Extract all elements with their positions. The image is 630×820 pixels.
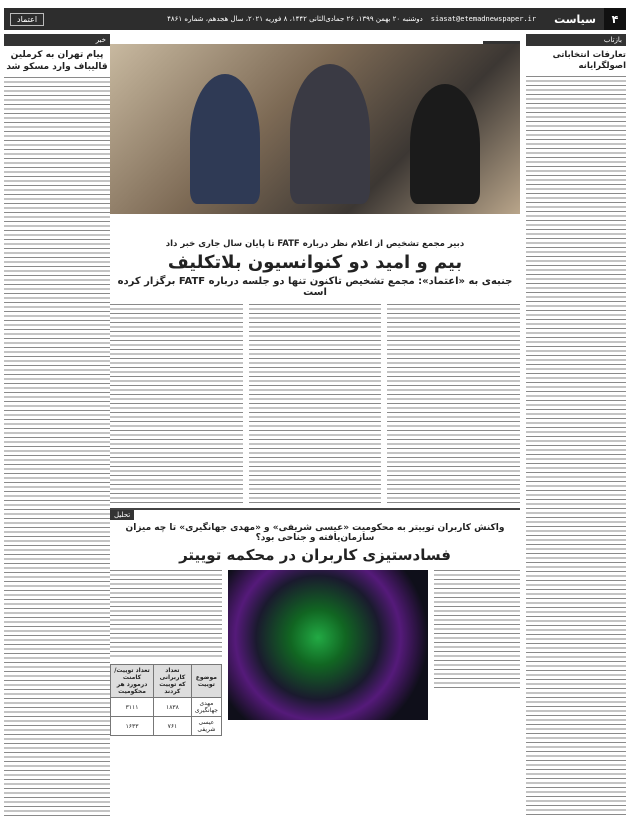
analysis-kicker: واکنش کاربران توییتر به محکومیت «عیسی شریفی» و «مهدی جهانگیری» تا چه میزان سازمان‌یافته و جناحی بود؟	[125, 523, 505, 543]
tweet-stats-table	[110, 664, 222, 736]
analysis-right	[110, 570, 222, 736]
right-column	[526, 34, 626, 816]
section-title: سیاست	[554, 12, 596, 26]
text-column	[387, 304, 520, 504]
main-column	[110, 34, 520, 816]
table-header: تعداد توییت/کامنت درمورد هر محکومیت	[111, 665, 154, 698]
analysis-rule	[110, 508, 520, 520]
lead-subhead: جنبه‌ی به «اعتماد»: مجمع تشخیص تاکنون تنها دو جلسه درباره FATF برگزار کرده است	[117, 276, 513, 298]
left-kicker: خبر	[4, 34, 110, 46]
text-column	[249, 304, 382, 504]
table-header: موضوع توییت	[191, 665, 221, 698]
analysis-headline: فسادستیزی کاربران در محکمه توییتر	[179, 546, 451, 564]
right-headline: تعارفات انتخاباتی اصولگرایانه	[552, 50, 626, 72]
header-bar	[4, 8, 626, 30]
left-headline: پیام تهران به کرملین قالیباف وارد مسکو شد	[6, 50, 108, 72]
issue-date: دوشنبه ۲۰ بهمن ۱۳۹۹، ۲۶ جمادی‌الثانی ۱۴۴۲، ۸ فوریه ۲۰۲۱، سال هجدهم، شماره ۴۸۶۱	[167, 15, 423, 23]
network-visualization	[228, 570, 428, 720]
text-column	[110, 570, 222, 660]
left-column	[4, 34, 110, 816]
newspaper-logo: اعتماد	[10, 13, 44, 26]
text-column	[434, 570, 520, 690]
table-row: مهدی جهانگیری ۱۸۳۸ ۳۱۱۱	[111, 698, 222, 717]
analysis-tag: تحلیل	[110, 510, 134, 520]
lead-headline: بیم و امید دو کنوانسیون بلاتکلیف	[167, 252, 463, 273]
table-row: عیسی شریفی ۷۶۱ ۱۶۳۳	[111, 717, 222, 736]
lead-photo	[110, 44, 520, 214]
story-kicker: دبیر مجمع تشخیص از اعلام نظر درباره FATF تا پایان سال جاری خبر داد	[165, 239, 465, 249]
analysis-body	[110, 570, 520, 736]
section-email: siasat@etemadnewspaper.ir	[430, 15, 537, 23]
table-header: تعداد کاربرانی که توییت کردند	[154, 665, 192, 698]
text-column	[110, 304, 243, 504]
person-figure	[410, 84, 480, 204]
person-figure	[190, 74, 260, 204]
right-kicker: بازتاب	[526, 34, 626, 46]
person-figure	[290, 64, 370, 204]
lead-body	[110, 304, 520, 504]
left-body-text	[4, 77, 110, 816]
page-number: ۴	[604, 8, 626, 30]
right-body-text	[526, 76, 626, 816]
